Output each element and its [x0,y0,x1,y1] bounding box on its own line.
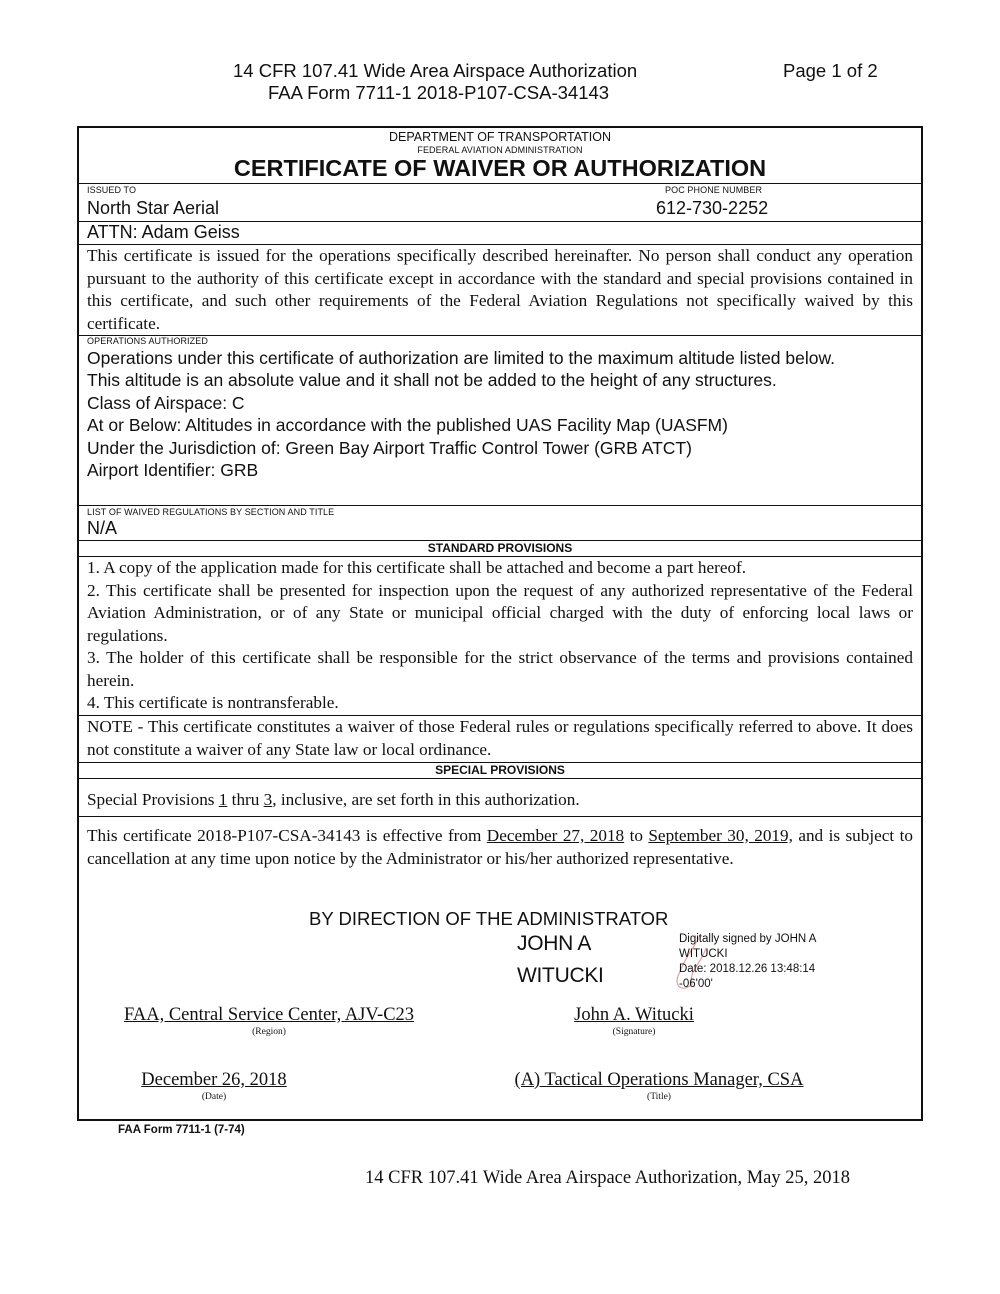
page-footer: 14 CFR 107.41 Wide Area Airspace Authorization, May 25, 2018 [365,1168,850,1188]
digital-signature [517,928,847,1008]
title-label: (Title) [647,1092,671,1102]
date-label: (Date) [201,1092,227,1102]
poc-phone-label: POC PHONE NUMBER [665,185,763,195]
page-number: Page 1 of 2 [783,60,878,81]
effective-start-date: December 27, 2018 [486,826,625,845]
standard-provision: 1. A copy of the application made for this certificate shall be attached and become a part hereof. [87,558,747,577]
divider [79,505,921,506]
operations-list [87,347,915,481]
title-value: (A) Tactical Operations Manager, CSA [514,1070,804,1090]
by-direction-label: BY DIRECTION OF THE ADMINISTRATOR [309,908,669,929]
issued-to-value: North Star Aerial [87,198,220,218]
operations-line: At or Below: Altitudes in accordance with the published UAS Facility Map (UASFM) [87,415,728,436]
agency-label: FEDERAL AVIATION ADMINISTRATION [417,145,583,155]
waived-regulations-label: LIST OF WAIVED REGULATIONS BY SECTION AND TITLE [87,507,335,517]
special-provision-from: 1 [218,790,228,809]
operations-line: Airport Identifier: GRB [87,460,259,481]
department-label: DEPARTMENT OF TRANSPORTATION [388,130,611,144]
standard-provision: 2. This certificate shall be presented for inspection upon the request of any authorized representative of the Federal Aviation Administration, or of any State or municipal official charged with the duty of enforcing local laws or regulations. [87,580,913,645]
header-title: 14 CFR 107.41 Wide Area Airspace Authorization [233,60,638,81]
signature-label: (Signature) [612,1027,656,1037]
divider [79,778,921,779]
certificate-heading: CERTIFICATE OF WAIVER OR AUTHORIZATION [233,155,767,181]
divider [79,816,921,817]
region-field [89,1005,449,1037]
operations-line: Operations under this certificate of authorization are limited to the maximum altitude listed below. [87,348,836,368]
standard-provisions-label: STANDARD PROVISIONS [427,541,573,555]
effective-end-date: September 30, 2019, [648,826,793,845]
special-provisions-text: Special Provisions 1 thru 3, inclusive, are set forth in this authorization. [87,790,580,809]
standard-provision: 3. The holder of this certificate shall be responsible for the strict observance of the terms and provisions contained herein. [87,648,913,690]
special-provisions-label: SPECIAL PROVISIONS [435,763,565,777]
divider [79,183,921,184]
effective-period-text: This certificate 2018-P107-CSA-34143 is effective from December 27, 2018 to September 30, 2019, and is subject to cancellation at any time upon notice by the Administrator or his/her authorized representative. [87,826,913,868]
note-text: NOTE - This certificate constitutes a waiver of those Federal rules or regulations specifically referred to above. It does not constitute a waiver of any State law or local ordinance. [87,717,913,759]
standard-provision: 4. This certificate is nontransferable. [87,693,339,712]
region-value: FAA, Central Service Center, AJV-C23 [123,1005,415,1025]
special-provision-to: 3 [263,790,273,809]
signature-value: John A. Witucki [574,1005,694,1025]
certificate-intro: This certificate is issued for the operations specifically described hereinafter. No person shall conduct any operation pursuant to the authority of this certificate except in accordance with the standard and special provisions contained in this certificate, and such other requirements of the Federal Aviation Regulations not specifically waived by this certificate. [87,246,913,333]
digital-signature-name: JOHN A WITUCKI [517,932,604,987]
standard-provisions-list [87,557,913,715]
digital-signature-details: Digitally signed by JOHN A WITUCKI Date: 2018.12.26 13:48:14 -06'00' [679,933,817,990]
issued-to-label: ISSUED TO [87,185,137,195]
operations-line: Under the Jurisdiction of: Green Bay Airport Traffic Control Tower (GRB ATCT) [87,437,692,458]
operations-label: OPERATIONS AUTHORIZED [87,336,208,346]
waived-regulations-value: N/A [87,518,118,538]
signature-field [489,1005,779,1037]
region-label: (Region) [252,1027,286,1037]
form-number: FAA Form 7711-1 2018-P107-CSA-34143 [268,82,610,103]
form-footer: FAA Form 7711-1 (7-74) [118,1124,245,1136]
title-field [479,1070,839,1102]
poc-phone-value: 612-730-2252 [656,198,769,218]
date-value: December 26, 2018 [141,1070,287,1090]
operations-line: This altitude is an absolute value and it shall not be added to the height of any structures. [87,370,777,391]
certificate-form [77,126,923,1121]
attn-line: ATTN: Adam Geiss [87,222,240,242]
operations-line: Class of Airspace: C [87,392,245,413]
date-field [109,1070,319,1102]
